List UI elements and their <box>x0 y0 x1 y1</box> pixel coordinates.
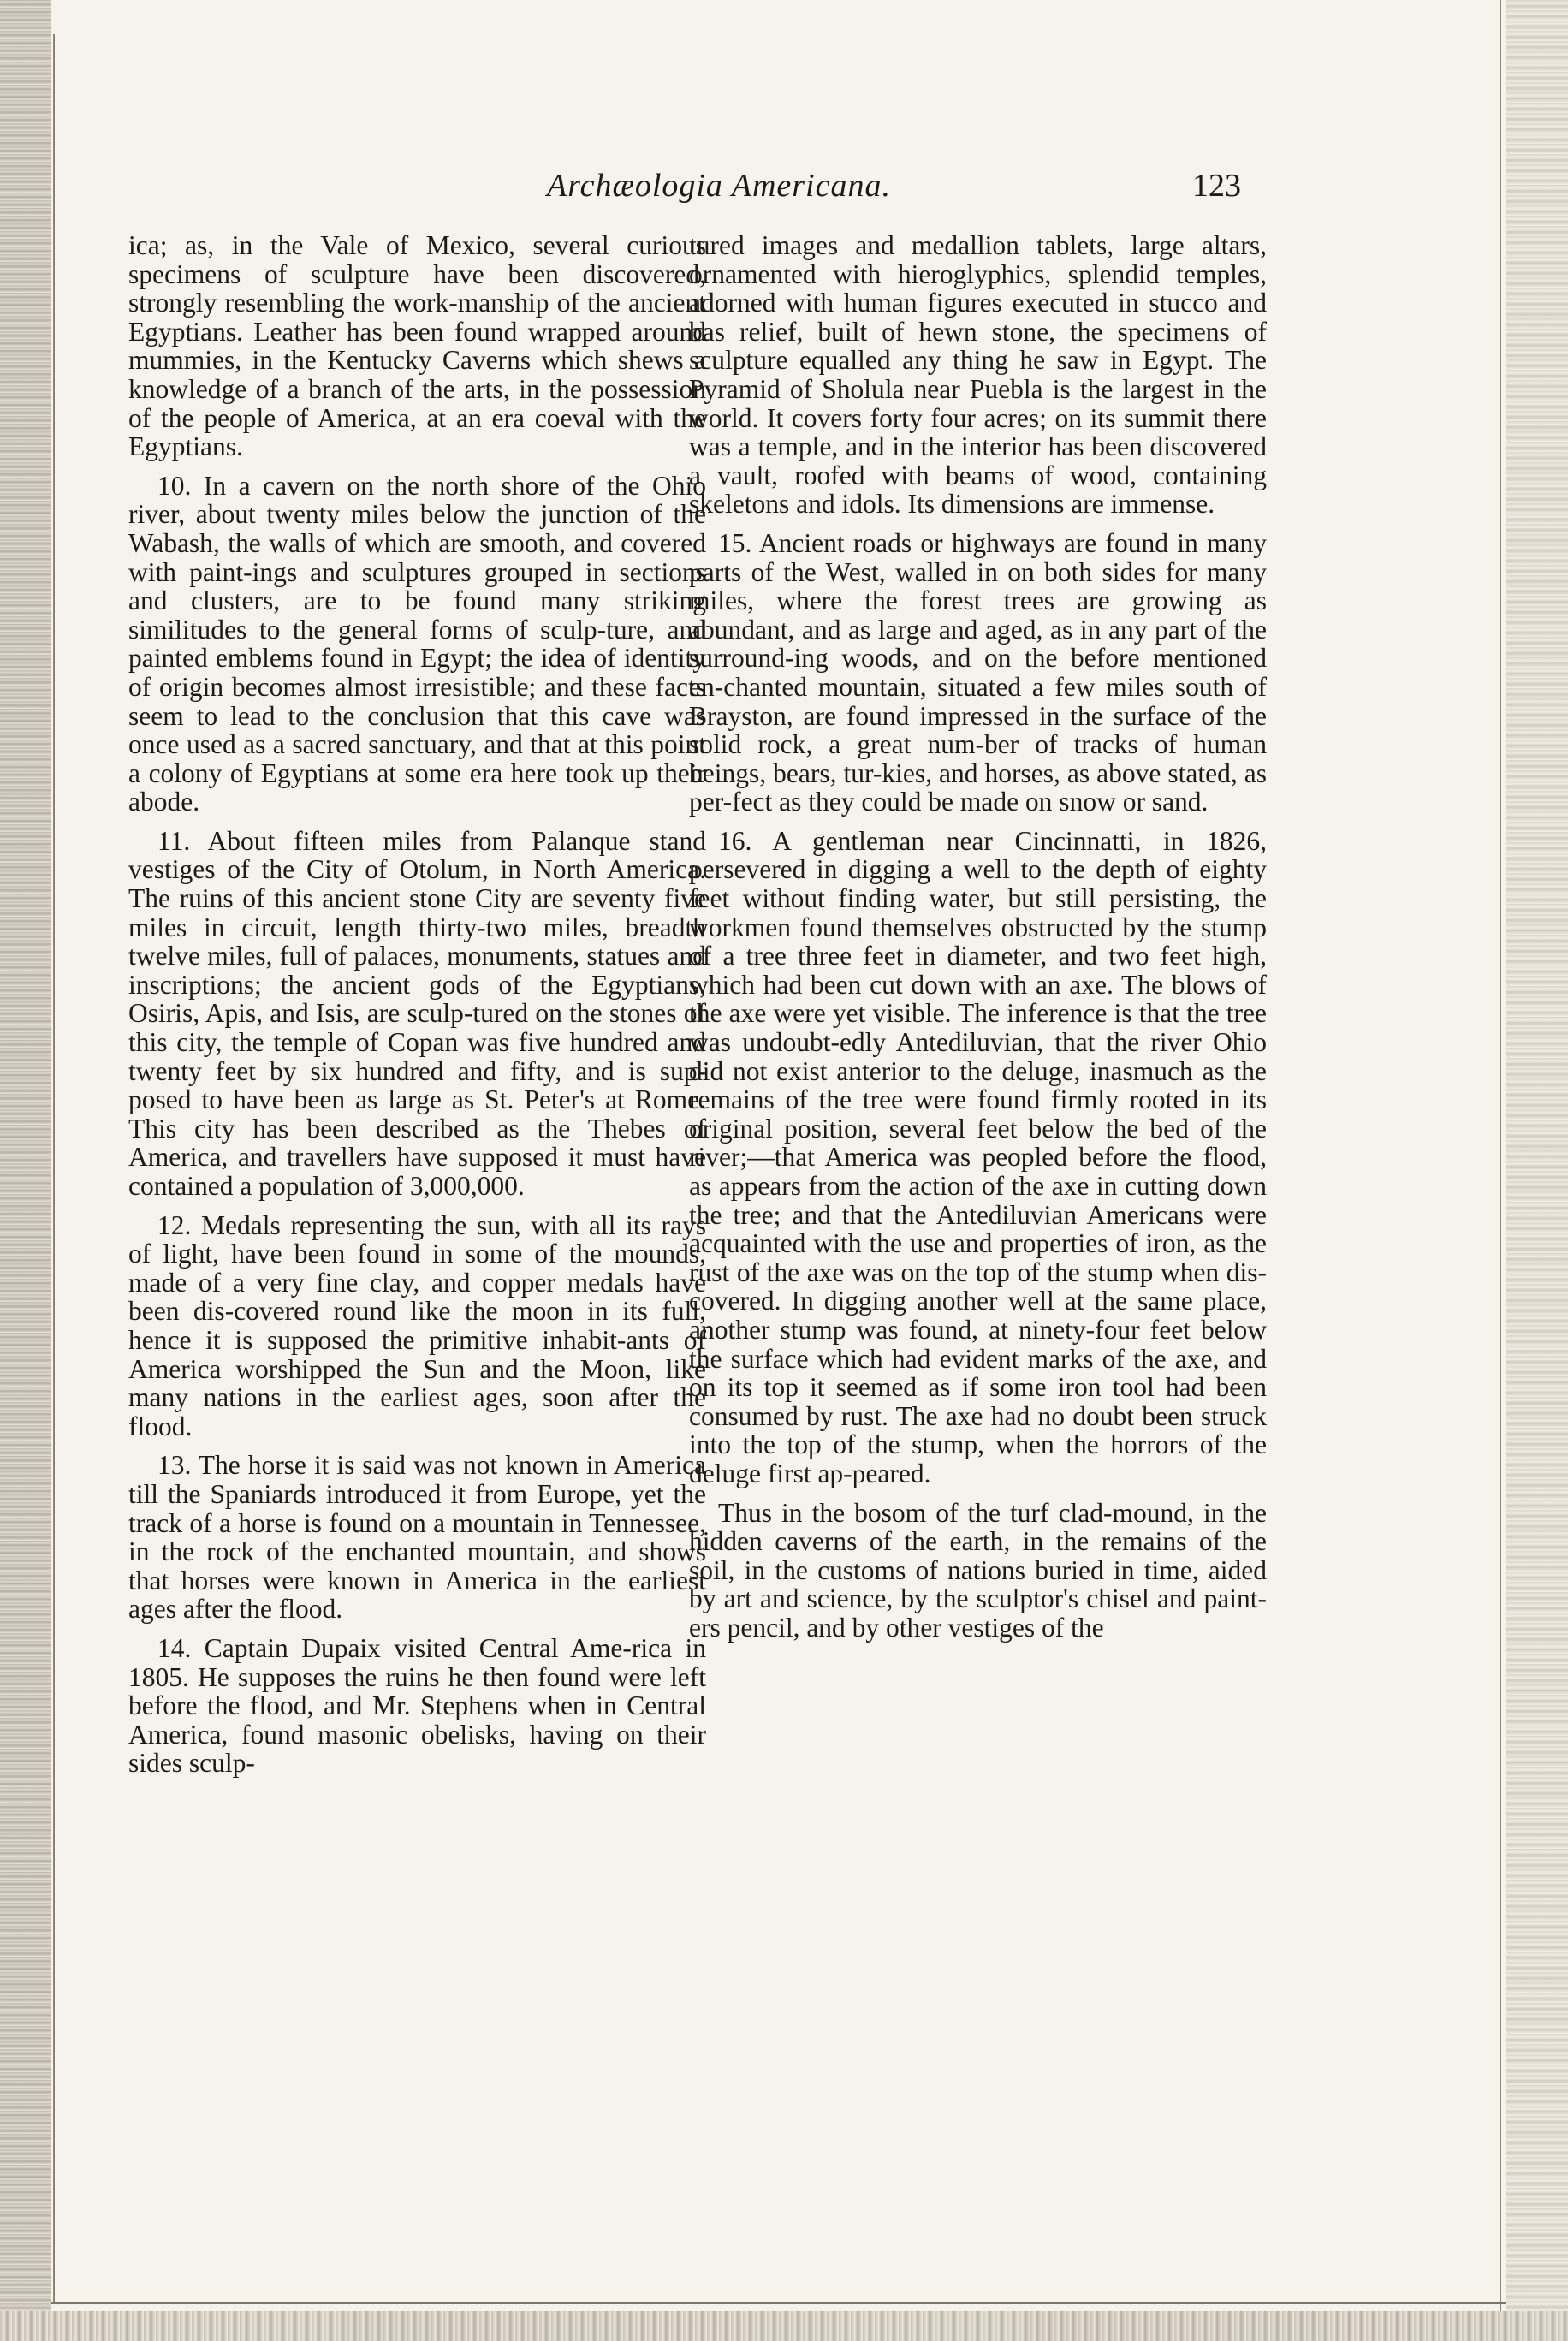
left-binding-line <box>53 34 55 2302</box>
paragraph-13: 13. The horse it is said was not known in America till the Spaniards introduced it from Europe, yet the track of a horse is found on a mountain in Tennessee, in the rock of the enchanted mountain, and shows that horses were known in America in the earliest ages after the flood. <box>128 1450 706 1625</box>
paragraph-14-continued: tured images and medallion tablets, large altars, ornamented with hieroglyphics, splendid temples, adorned with human figures executed in stucco and bas relief, built of hewn stone, the specimens of sculpture equalled any thing he saw in Egypt. The Pyramid of Sholula near Puebla is the largest in the world. It covers forty four acres; on its summit there was a temple, and in the interior has been discovered a vault, roofed with beams of wood, containing skeletons and idols. Its dimensions are immense. <box>689 230 1267 520</box>
paragraph-12: 12. Medals representing the sun, with all its rays of light, have been found in some of the mounds, made of a very fine clay, and copper medals have been dis-covered round like the moon in its full, hence it is supposed the primitive inhabit-ants of America worshipped the Sun and the Moon, like many nations in the earliest ages, soon after the flood. <box>128 1209 706 1441</box>
paragraph-closing: Thus in the bosom of the turf clad-mound, in the hidden caverns of the earth, in the remains of the soil, in the customs of nations buried in time, aided by art and science, by the sculptor's chisel and paint-ers pencil, and by other vestiges of the <box>689 1497 1267 1643</box>
bottom-border-line <box>51 2302 1506 2304</box>
right-border-line <box>1500 0 1501 2341</box>
paragraph-14: 14. Captain Dupaix visited Central Ame-rica in 1805. He supposes the ruins he then found were left before the flood, and Mr. Stephens when in Central America, found masonic obelisks, having on their sides sculp- <box>128 1632 706 1779</box>
right-column <box>689 231 1267 1653</box>
paragraph-16: 16. A gentleman near Cincinnatti, in 1826, persevered in digging a well to the depth of eighty feet without finding water, but still persisting, the workmen found themselves obstructed by the stump of a tree three feet in diameter, and two feet high, which had been cut down with an axe. The blows of the axe were yet visible. The inference is that the tree was undoubt-edly Antediluvian, that the river Ohio did not exist anterior to the deluge, inasmuch as the remains of the tree were found firmly rooted in its original position, several feet below the bed of the river;—that America was peopled before the flood, as appears from the action of the axe in cutting down the tree; and that the Antediluvian Americans were acquainted with the use and properties of iron, as the rust of the axe was on the top of the stump when dis-covered. In digging another well at the same place, another stump was found, at ninety-four feet below the surface which had evident marks of the axe, and on its top it seemed as if some iron tool had been consumed by rust. The axe had no doubt been struck into the top of the stump, when the horrors of the deluge first ap-peared. <box>689 825 1267 1488</box>
paragraph-11: 11. About fifteen miles from Palanque stand vestiges of the City of Otolum, in North America. The ruins of this ancient stone City are seventy five miles in circuit, length thirty-two miles, breadth twelve miles, full of palaces, monuments, statues and inscriptions; the ancient gods of the Egyptians, Osiris, Apis, and Isis, are sculp-tured on the stones of this city, the temple of Copan was five hundred and twenty feet by six hundred and fifty, and is sup-posed to have been as large as St. Peter's at Rome. This city has been described as the Thebes of America, and travellers have supposed it must have contained a population of 3,000,000. <box>128 825 706 1201</box>
left-column <box>128 231 706 1788</box>
bottom-page-edge <box>0 2311 1568 2341</box>
paragraph-10: 10. In a cavern on the north shore of the Ohio river, about twenty miles below the junction of the Wabash, the walls of which are smooth, and covered with paint-ings and sculptures grouped in sections and clusters, are to be found many striking similitudes to the general forms of sculp-ture, and painted emblems found in Egypt; the idea of identity of origin becomes almost irresistible; and these facts seem to lead to the conclusion that this cave was once used as a sacred sanctuary, and that at this point a colony of Egyptians at some era here took up their abode. <box>128 470 706 817</box>
paragraph-15: 15. Ancient roads or highways are found in many parts of the West, walled in on both sides for many miles, where the forest trees are growing as abundant, and as large and aged, as in any part of the surround-ing woods, and on the before mentioned en-chanted mountain, situated a few miles south of Brayston, are found impressed in the surface of the solid rock, a great num-ber of tracks of human beings, bears, tur-kies, and horses, as above stated, as per-fect as they could be made on snow or sand. <box>689 527 1267 817</box>
page-number: 123 <box>1192 168 1241 204</box>
paragraph-continuation: ica; as, in the Vale of Mexico, several curious specimens of sculpture have been discovered, strongly resembling the work-manship of the ancient Egyptians. Leather has been found wrapped around mummies, in the Kentucky Caverns which shews a knowledge of a branch of the arts, in the possession of the people of America, at an era coeval with the Egyptians. <box>128 230 706 462</box>
running-title: Archæologia Americana. <box>547 168 891 204</box>
right-page-edge <box>1506 0 1568 2341</box>
left-page-edge <box>0 0 51 2341</box>
